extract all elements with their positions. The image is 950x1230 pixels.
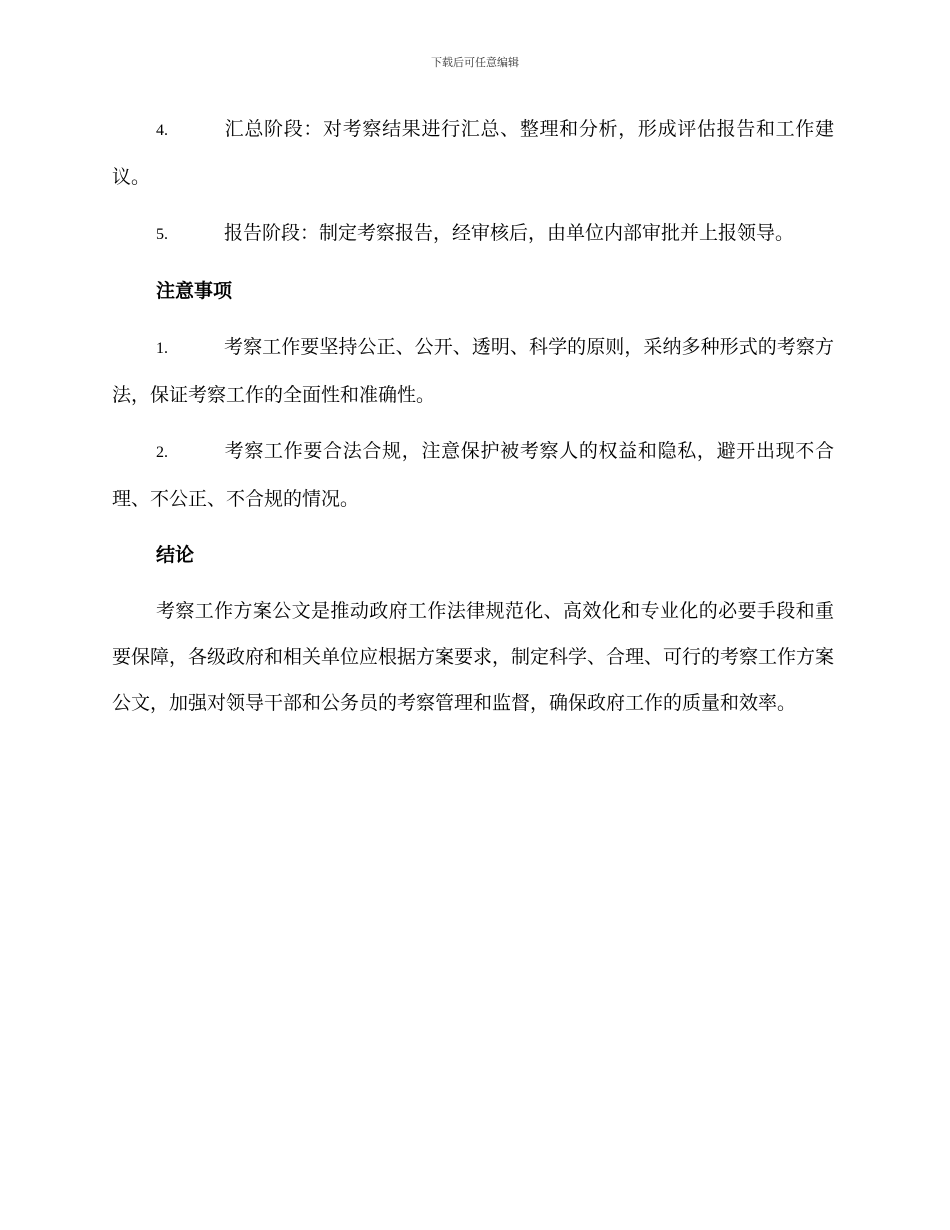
note-number: 1. (156, 340, 168, 357)
notes-heading: 注意事项 (156, 280, 233, 302)
stage-number: 5. (156, 226, 168, 243)
note-item-2 (112, 428, 834, 522)
note-number: 2. (156, 444, 168, 461)
stage-number: 4. (156, 122, 168, 139)
conclusion-paragraph: 考察工作方案公文是推动政府工作法律规范化、高效化和专业化的必要手段和重要保障，各级政府和相关单位应根据方案要求，制定科学、合理、可行的考察工作方案公文，加强对领导干部和公务员的考察管理和监督，确保政府工作的质量和效率。 (112, 600, 835, 714)
stage-text: 汇总阶段：对考察结果进行汇总、整理和分析，形成评估报告和工作建议。 (112, 118, 834, 188)
header-note: 下载后可任意编辑 (431, 56, 519, 69)
note-item-1 (112, 324, 834, 418)
stage-item-4 (112, 106, 834, 200)
stage-text: 报告阶段：制定考察报告，经审核后，由单位内部审批并上报领导。 (224, 222, 795, 244)
conclusion-heading: 结论 (156, 544, 195, 566)
note-text: 考察工作要坚持公正、公开、透明、科学的原则，采纳多种形式的考察方法，保证考察工作的全面性和准确性。 (112, 336, 834, 406)
document-body (112, 106, 834, 736)
note-text: 考察工作要合法合规，注意保护被考察人的权益和隐私，避开出现不合理、不公正、不合规的情况。 (112, 440, 834, 510)
stage-item-5 (112, 210, 834, 258)
